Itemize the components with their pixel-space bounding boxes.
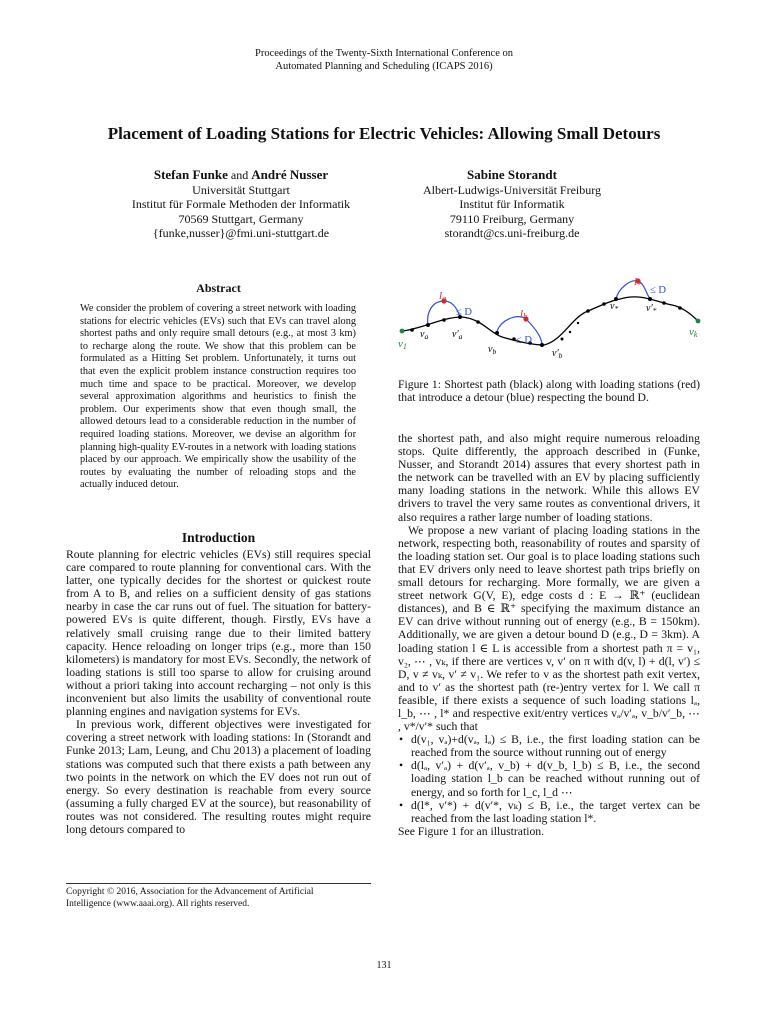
- copyright-notice: [66, 883, 371, 910]
- right-column-body: [398, 432, 700, 838]
- target-vertex: [696, 319, 701, 324]
- page-number: 131: [376, 960, 392, 971]
- intro-paragraph: In previous work, different objectives were investigated for covering a street network with loading stations: In (Storandt and Funke 2013; Lam, Leung, and Chu 2013) a placement of loading stations was computed such that there exists a path between any two points in the network on which the EV does not run out of energy. So every destination is reachable from every source (assuming a fully charged EV at the source), but reasonability of routes was not considered. The resulting routes might require long detours compared to: [66, 718, 371, 836]
- label-le-d: ≤ D: [456, 307, 472, 318]
- affiliation-line: 70569 Stuttgart, Germany: [178, 211, 304, 226]
- affiliation-line: Institut für Formale Methoden der Informatik: [131, 197, 351, 211]
- author-block-left: [96, 168, 386, 241]
- intro-paragraph: Route planning for electric vehicles (EVs) still requires special care compared to route planning for conventional cars. With the latter, one typically decides for the shortest or quickest route from A to B, and relies on a sufficient density of gas stations nearby in case the car runs out of fuel. The situation for battery-powered EVs is quite different, though. Firstly, EVs have a relatively small cruising range due to their limited battery capacity. Hence reloading on longer trips (e.g., more than 150 kilometers) is mandatory for most EVs. Secondly, the network of loading stations is still too sparse to allow for cruising around without a priori taking into account recharging – not only is this inconvenient but also limits the usability of conventional route planning engines and navigation systems for EVs.: [66, 548, 371, 719]
- label-la: la: [439, 290, 447, 303]
- path-node: [662, 301, 666, 305]
- copyright-line: Copyright © 2016, Association for the Advancement of Artificial: [66, 887, 314, 897]
- path-node: [614, 297, 618, 301]
- proceedings-header: [0, 47, 768, 73]
- path-node: [540, 343, 544, 347]
- label-lstar: l*: [634, 276, 642, 289]
- author-name-funke: Stefan Funke: [153, 167, 228, 182]
- abstract-text: We consider the problem of covering a street network with loading stations for electric vehicles (EVs) such that EVs can travel along shortest paths and only require small detours (e.g., at most 3 km) to recharge along the route. We show that this problem can be formulated as a Hitting Set problem. Unfortunately, it turns out that even the explicit problem instance construction requires too much time and space to be practical. Moreover, we develop several approximation algorithms and heuristics to finish the problem. Our experiments show that even though small, the allowed detours lead to a considerable reduction in the number of required loading stations. Moreover, we devise an algorithm for planning high-quality EV-routes in a network with loading stations placed by our approach. We empirically show the usability of the routes by evaluating the number of reloading stops and the actually induced detour.: [80, 303, 356, 491]
- path-node: [476, 320, 480, 324]
- path-node: [442, 318, 446, 322]
- affiliation-line: 79110 Freiburg, Germany: [449, 211, 575, 226]
- abstract-heading: Abstract: [196, 281, 241, 295]
- path-node: [648, 297, 652, 301]
- proceedings-line-1: Proceedings of the Twenty-Sixth International Conference on: [255, 48, 513, 59]
- source-vertex: [400, 329, 405, 334]
- label-lb: lb: [520, 308, 528, 321]
- label-vk: vk: [689, 326, 698, 339]
- path-node: [678, 306, 682, 310]
- shortest-path: [402, 297, 698, 345]
- proceedings-line-2: Automated Planning and Scheduling (ICAPS 2016): [275, 61, 493, 72]
- path-node: [426, 323, 430, 327]
- label-vpb: $v'_b$: [552, 348, 563, 360]
- list-item: • d(lₐ, v′ₐ) + d(v′ₐ, v_b) + d(v_b, l_b) ≤ B, i.e., the second loading station l_b can be reached without running out of energy, and so forth for l_c, l_d ⋯: [411, 759, 700, 798]
- label-le-d: ≤ D: [516, 335, 532, 346]
- author-name-nusser: André Nusser: [251, 167, 329, 182]
- body-paragraph: See Figure 1 for an illustration.: [398, 824, 545, 838]
- author-email: {funke,nusser}@fmi.uni-stuttgart.de: [152, 226, 330, 240]
- introduction-heading: Introduction: [181, 530, 256, 545]
- path-node: [602, 302, 606, 306]
- label-vstar: $v_*$: [610, 301, 619, 313]
- author-email: storandt@cs.uni-freiburg.de: [444, 226, 580, 240]
- author-name-storandt: Sabine Storandt: [467, 167, 557, 182]
- body-paragraph: the shortest path, and also might require numerous reloading stops. Quite differently, the approach described in (Funke, Nusser, and Storandt 2014) assures that every shortest path in the network can be travelled with an EV by placing sufficiently many loading stations in the network. While this allows EV drivers to travel the very same routes as conventional drivers, it also requires a rather large number of loading stations.: [398, 432, 700, 524]
- affiliation-line: Institut für Informatik: [459, 197, 565, 211]
- label-vb: $v_b$: [488, 344, 497, 356]
- introduction-body: [66, 548, 371, 836]
- label-v1: v1: [398, 338, 407, 351]
- label-le-d: ≤ D: [650, 285, 666, 296]
- label-vpa: $v'_a$: [452, 329, 463, 341]
- author-and: and: [230, 168, 249, 182]
- author-block-right: [402, 168, 622, 241]
- feasibility-conditions-list: [398, 733, 700, 825]
- affiliation-line: Albert-Ludwigs-Universität Freiburg: [422, 182, 602, 197]
- path-node: [586, 309, 590, 313]
- path-node: [495, 331, 499, 335]
- paper-title: Placement of Loading Stations for Electric Vehicles: Allowing Small Detours: [107, 124, 661, 143]
- path-node: [561, 338, 564, 341]
- path-node: [577, 322, 579, 324]
- figure-1-diagram: [392, 275, 708, 370]
- figure-1-caption: Figure 1: Shortest path (black) along with loading stations (red) that introduce a detour (blue) respecting the bound D.: [398, 378, 700, 405]
- path-node: [410, 328, 414, 332]
- list-item: • d(v₁, vₐ)+d(vₐ, lₐ) ≤ B, i.e., the first loading station can be reached from the source without running out of energy: [411, 733, 700, 759]
- copyright-line: Intelligence (www.aaai.org). All rights reserved.: [66, 899, 250, 909]
- path-node: [569, 331, 571, 333]
- affiliation-line: Universität Stuttgart: [192, 182, 290, 197]
- label-va: $v_a$: [420, 329, 429, 341]
- list-item: • d(l*, v′*) + d(v′*, vₖ) ≤ B, i.e., the target vertex can be reached from the last loading station l*.: [411, 799, 700, 825]
- label-vpstar: $v'_*$: [646, 303, 657, 315]
- body-paragraph: We propose a new variant of placing loading stations in the network, respecting both, reasonability of routes and sparsity of the loading station set. Our goal is to place loading stations such that EV drivers only need to leave shortest path trips briefly on small detours for recharging. More formally, we are given a street network G(V, E), edge costs d : E → ℝ⁺ (euclidean distances), and B ∈ ℝ⁺ specifying the maximum distance an EV can drive without running out of energy (e.g., B = 150km). Additionally, we are given a detour bound D (e.g., D = 3km). A loading station l ∈ L is accessible from a shortest path π = v₁, v₂, ⋯ , vₖ, if there are vertices v, v′ on π with d(v, l) + d(l, v′) ≤ D, v ≠ vₖ, v′ ≠ v₁. We refer to v as the shortest path exit vertex, and to v′ as the shortest path (re-)entry vertex for l. We call π feasible, if there exists a sequence of such loading stations lₐ, l_b, ⋯ , l* and respective exit/entry vertices vₐ/v′ₐ, v_b/v′_b, ⋯ , v*/v′* such that: [398, 523, 700, 734]
